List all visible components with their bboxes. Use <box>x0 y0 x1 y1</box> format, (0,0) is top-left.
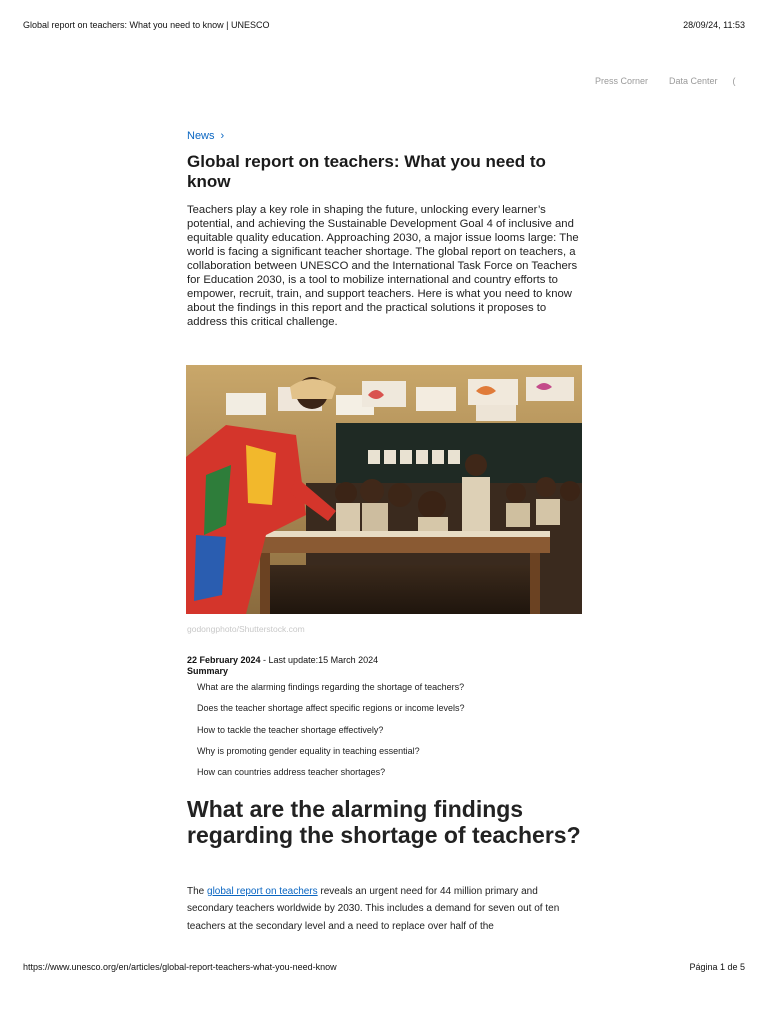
summary-link[interactable]: How can countries address teacher shortages? <box>197 767 386 778</box>
body-paragraph <box>187 883 583 935</box>
last-update: - Last update:15 March 2024 <box>260 655 379 665</box>
section-heading: What are the alarming findings regarding the shortage of teachers? <box>187 796 581 848</box>
summary-link[interactable]: What are the alarming findings regarding the shortage of teachers? <box>197 682 465 692</box>
nav-data-center[interactable]: Data Center <box>669 76 718 86</box>
nav-truncated-item[interactable]: ( <box>732 76 736 86</box>
publish-date: 22 February 2024 <box>187 655 261 665</box>
chevron-right-icon: › <box>220 130 225 142</box>
print-page-title: Global report on teachers: What you need to know | UNESCO <box>23 20 270 30</box>
top-navigation <box>595 76 768 86</box>
article-lede: Teachers play a key role in shaping the future, unlocking every learner’s potential, and achieving the Sustainable Development Goal 4 of inclusive and equitable quality education. Approaching 2030, a major issue looms large: The world is facing a significant teacher shortage. The global report on teachers, a collaboration between UNESCO and the International Task Force on Teachers for Education 2030, is a tool to mobilize international and country efforts to empower, recruit, train, and support teachers. Here is what you need to know about the findings in this report and the practical solutions it proposes to address this critical challenge. <box>187 204 579 328</box>
para-text: reveals an urgent need for 44 million primary and secondary teachers worldwide by 2030. This includes a demand for seven out of ten teachers at the secondary level and a need to replace over half of the <box>187 886 560 932</box>
print-page-number: Página 1 de 5 <box>689 962 745 972</box>
summary-list <box>197 681 577 787</box>
print-header <box>23 20 745 30</box>
print-url: https://www.unesco.org/en/articles/global-report-teachers-what-you-need-know <box>23 962 337 972</box>
report-link[interactable]: global report on teachers <box>207 886 318 897</box>
summary-link[interactable]: Why is promoting gender equality in teaching essential? <box>197 745 420 756</box>
article-meta <box>187 655 583 677</box>
summary-link[interactable]: Does the teacher shortage affect specific regions or income levels? <box>197 703 465 714</box>
article-header <box>187 128 583 329</box>
print-footer <box>23 962 745 972</box>
classroom-photo <box>186 365 582 614</box>
nav-press-corner[interactable]: Press Corner <box>595 76 649 86</box>
print-datetime: 28/09/24, 11:53 <box>683 20 745 30</box>
hero-image <box>186 365 582 614</box>
image-credit: godongphoto/Shutterstock.com <box>187 624 305 634</box>
para-prefix: The <box>187 886 208 897</box>
article-title: Global report on teachers: What you need to know <box>187 152 546 191</box>
summary-link[interactable]: How to tackle the teacher shortage effectively? <box>197 724 384 735</box>
breadcrumb-news-link[interactable]: News <box>187 130 215 142</box>
summary-label: Summary <box>187 666 229 676</box>
breadcrumb <box>187 128 583 144</box>
